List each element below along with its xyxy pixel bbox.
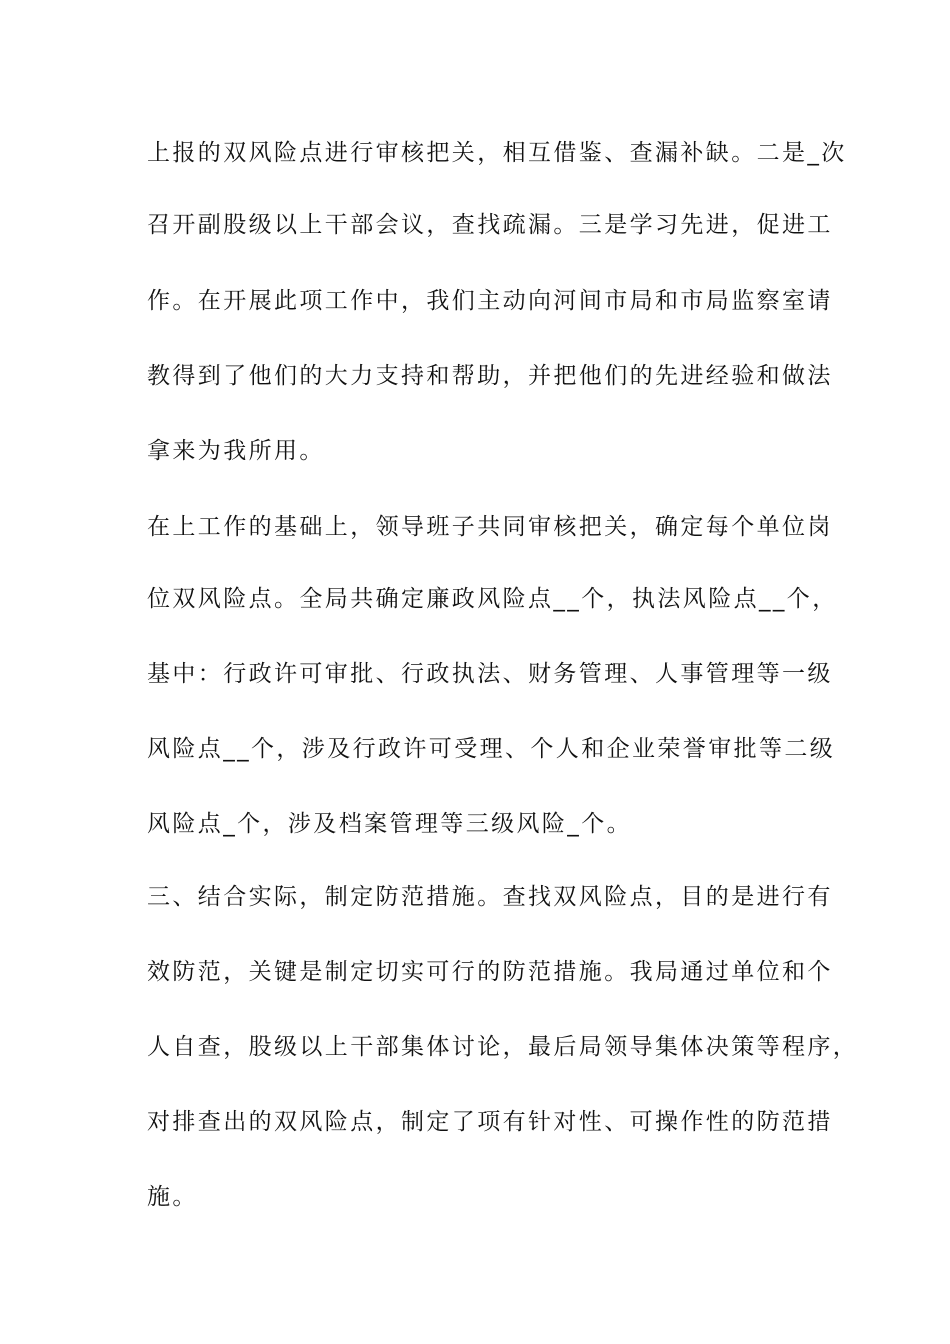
text-line-14: 对排查出的双风险点，制定了项有针对性、可操作性的防范措 [147, 1109, 833, 1135]
text-line-4: 教得到了他们的大力支持和帮助，并把他们的先进经验和做法 [147, 363, 833, 389]
text-line-15: 施。 [147, 1184, 198, 1210]
text-line-7: 位双风险点。全局共确定廉政风险点__个，执法风险点__个， [147, 586, 838, 612]
text-line-6: 在上工作的基础上，领导班子共同审核把关，确定每个单位岗 [147, 514, 833, 540]
text-line-2: 召开副股级以上干部会议，查找疏漏。三是学习先进，促进工 [147, 212, 833, 238]
text-line-10: 风险点_个，涉及档案管理等三级风险_个。 [147, 811, 632, 837]
text-line-12: 效防范，关键是制定切实可行的防范措施。我局通过单位和个 [147, 959, 833, 985]
text-line-8: 基中：行政许可审批、行政执法、财务管理、人事管理等一级 [147, 661, 833, 687]
text-line-3: 作。在开展此项工作中，我们主动向河间市局和市局监察室请 [147, 288, 833, 314]
text-line-9: 风险点__个，涉及行政许可受理、个人和企业荣誉审批等二级 [147, 736, 836, 762]
text-line-5: 拿来为我所用。 [147, 438, 325, 464]
text-line-11: 三、结合实际，制定防范措施。查找双风险点，目的是进行有 [147, 884, 833, 910]
text-line-13: 人自查，股级以上干部集体讨论，最后局领导集体决策等程序， [147, 1034, 859, 1060]
text-line-1: 上报的双风险点进行审核把关，相互借鉴、查漏补缺。二是_次 [147, 140, 847, 166]
